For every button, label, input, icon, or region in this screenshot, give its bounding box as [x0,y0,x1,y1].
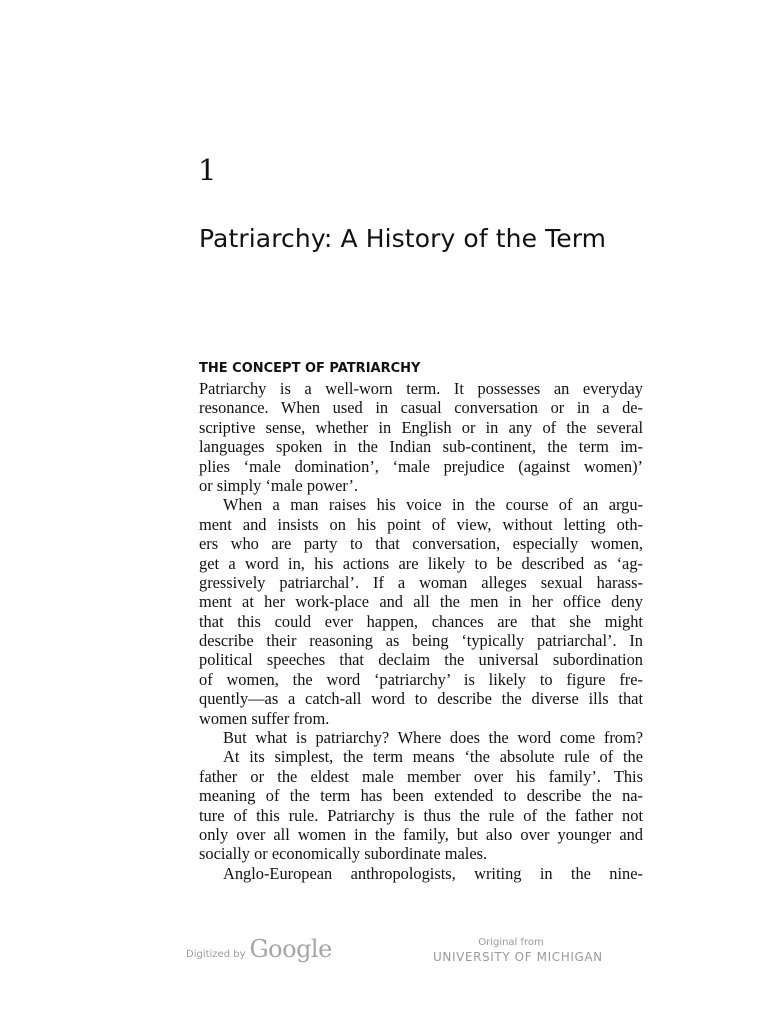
text-line: quently—as a catch-all word to describe the diverse ills that [199,689,643,709]
text-line: But what is patriarchy? Where does the word come from? [223,728,643,748]
text-line: that this could ever happen, chances are that she might [199,611,643,631]
university-label: UNIVERSITY OF MICHIGAN [433,950,603,964]
text-line: describe their reasoning as being ‘typically patriarchal’. In [199,631,643,651]
text-line: socially or economically subordinate males. [199,844,488,864]
text-line: Patriarchy is a well-worn term. It possesses an everyday [199,379,643,398]
text-line: When a man raises his voice in the course of an argu- [223,495,643,515]
text-line: plies ‘male domination’, ‘male prejudice (against women)’ [199,456,643,476]
text-line: At its simplest, the term means ‘the absolute rule of the [223,747,643,767]
text-line: gressively patriarchal’. If a woman alleges sexual harass- [199,572,643,592]
text-line: ment at her work-place and all the men in her office deny [199,592,643,612]
body-text [199,379,643,883]
original-from-watermark [433,937,603,965]
text-line: meaning of the term has been extended to describe the na- [199,786,643,806]
section-heading: THE CONCEPT OF PATRIARCHY [199,361,421,376]
text-line: Anglo-European anthropologists, writing in the nine- [223,863,643,883]
google-logo: Google [249,935,332,963]
text-line: languages spoken in the Indian sub-continent, the term im- [199,437,643,457]
text-line: or simply ‘male power’. [199,475,359,495]
chapter-number: 1 [198,153,217,187]
original-from-label: Original from [478,937,544,948]
text-line: women suffer from. [199,708,330,728]
text-line: resonance. When used in casual conversation or in a de- [199,398,643,418]
text-line: of women, the word ‘patriarchy’ is likely to figure fre- [199,669,643,689]
text-line: political speeches that declaim the universal subordination [199,650,643,670]
text-line: ers who are party to that conversation, especially women, [199,534,643,554]
text-line: ment and insists on his point of view, without letting oth- [199,514,643,534]
text-line: ture of this rule. Patriarchy is thus the rule of the father not [199,805,643,825]
digitized-by-watermark [186,935,332,963]
text-line: father or the eldest male member over his family’. This [199,766,643,786]
chapter-title: Patriarchy: A History of the Term [199,224,607,253]
text-line: only over all women in the family, but also over younger and [199,824,643,844]
text-line: get a word in, his actions are likely to be described as ‘ag- [199,553,643,573]
digitized-label: Digitized by [186,949,246,960]
text-line: scriptive sense, whether in English or in any of the several [199,417,643,437]
